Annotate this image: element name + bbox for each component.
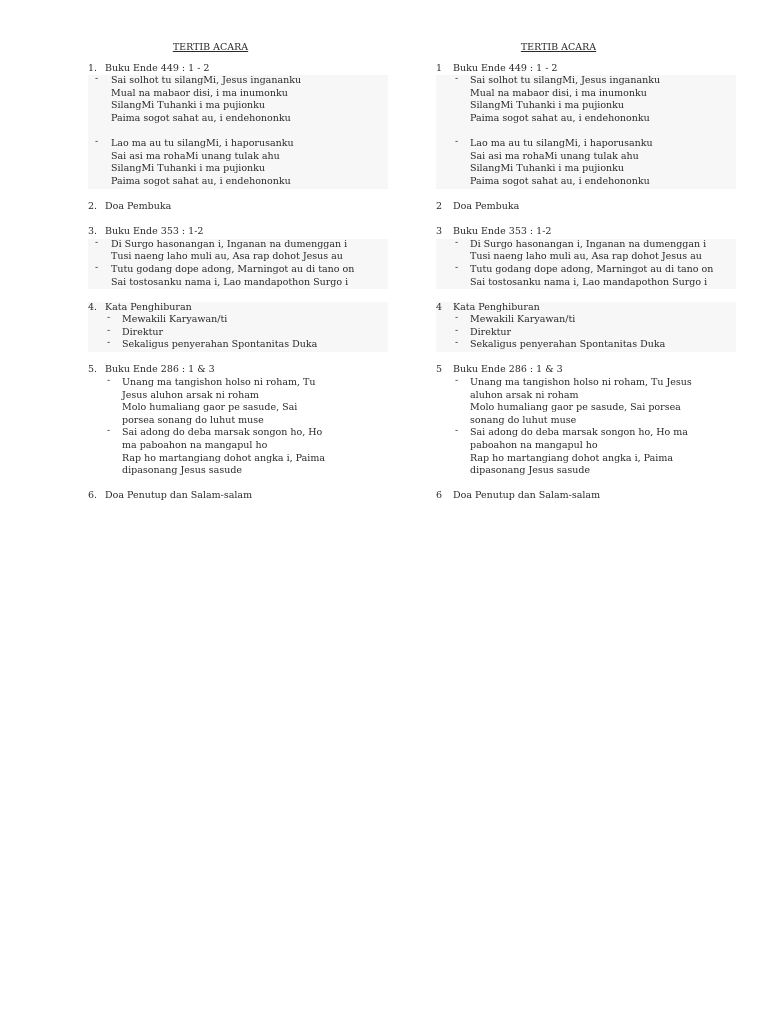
bullet-dash: - [107,375,111,387]
bullet-dash: - [107,425,111,437]
bullet-dash: - [455,312,459,324]
item-number: 4. [88,301,98,313]
item-number: 6 [436,490,443,502]
bullet-dash: - [107,324,111,336]
item-title: Buku Ende 449 : 1 - 2 [453,62,558,74]
program-item-2 [88,201,388,214]
verse-2: - Tutu godang dope adong, Marningot au di tano on Sai tostosanku nama i, Lao mandapothon Surgo i [95,261,355,288]
verse-2: - Lao ma au tu silangMi, i haporusanku Sai asi ma rohaMi unang tulak ahu SilangMi Tuhanki i ma pujionku Paima sogot sahat au, i endehononku [455,136,653,187]
item-title: Kata Penghiburan [105,301,192,313]
verse-2: - Sai adong do deba marsak songon ho, Ho ma paboahon na mangapul ho Rap ho martangiang dohot angka i, Paima dipasonang Jesus sasude [455,425,688,477]
item-title: Buku Ende 286 : 1 & 3 [453,364,563,376]
item-number: 4 [436,301,443,313]
program-column-right [436,42,736,515]
verse-1: - Sai solhot tu silangMi, Jesus ingananku Mual na mabaor disi, i ma inumonku SilangMi Tuhanki i ma pujionku Paima sogot sahat au, i endehononku [95,73,302,124]
verse-1: - Unang ma tangishon holso ni roham, Tu Jesus aluhon arsak ni roham Molo humaliang gaor pe sasude, Sai porsea sonang do luhut muse [455,375,692,426]
sub-item: - Sekaligus penyerahan Spontanitas Duka [107,337,318,351]
page-title: TERTIB ACARA [520,42,597,53]
program-item-6 [436,490,736,503]
verse-block [88,75,388,188]
sub-item: - Mewakili Karyawan/ti [455,312,576,326]
bullet-dash: - [455,425,459,437]
page-title: TERTIB ACARA [172,42,249,53]
program-item-5 [88,364,388,477]
item-title: Buku Ende 449 : 1 - 2 [105,62,210,74]
bullet-dash: - [455,375,459,387]
sub-item: - Sekaligus penyerahan Spontanitas Duka [455,337,666,351]
item-number: 1 [436,62,443,74]
bullet-dash: - [455,73,459,85]
verse-block [88,236,388,289]
bullet-dash: - [455,324,459,336]
program-item-2 [436,201,736,214]
sub-item: - Mewakili Karyawan/ti [107,312,228,326]
program-item-6 [88,490,388,503]
item-number: 3 [436,226,443,238]
item-number: 5. [88,364,98,376]
verse-block [436,75,736,188]
program-item-4 [436,302,736,352]
item-title: Buku Ende 353 : 1-2 [453,226,552,238]
bullet-dash: - [455,261,459,273]
bullet-dash: - [95,136,99,148]
program-item-1 [436,63,736,189]
program-item-4 [88,302,388,352]
verse-block [436,236,736,289]
item-title: Doa Pembuka [453,201,520,213]
verse-1: - Unang ma tangishon holso ni roham, Tu Jesus aluhon arsak ni roham Molo humaliang gaor pe sasude, Sai porsea sonang do luhut muse [107,375,316,426]
verse-2: - Tutu godang dope adong, Marningot au di tano on Sai tostosanku nama i, Lao mandapothon Surgo i [455,261,714,288]
item-title: Doa Penutup dan Salam-salam [453,490,601,502]
verse-1: - Sai solhot tu silangMi, Jesus ingananku Mual na mabaor disi, i ma inumonku SilangMi Tuhanki i ma pujionku Paima sogot sahat au, i endehononku [455,73,661,124]
item-title: Kata Penghiburan [453,301,540,313]
item-title: Doa Penutup dan Salam-salam [105,490,253,502]
verse-2: - Sai adong do deba marsak songon ho, Ho ma paboahon na mangapul ho Rap ho martangiang dohot angka i, Paima dipasonang Jesus sasude [107,425,326,477]
item-number: 2. [88,201,98,213]
item-number: 5 [436,364,443,376]
item-number: 6. [88,490,98,502]
item-title: Doa Pembuka [105,201,172,213]
program-item-5 [436,364,736,477]
program-item-3 [88,226,388,289]
sub-item: - Direktur [107,324,164,338]
verse-1: - Di Surgo hasonangan i, Inganan na dumenggan i Tusi naeng laho muli au, Asa rap dohot Jesus au [95,236,348,263]
verse-1: - Di Surgo hasonangan i, Inganan na dumenggan i Tusi naeng laho muli au, Asa rap dohot Jesus au [455,236,707,263]
bullet-dash: - [455,136,459,148]
bullet-dash: - [455,337,459,349]
item-title: Buku Ende 286 : 1 & 3 [105,364,215,376]
item-number: 2 [436,201,443,213]
bullet-dash: - [95,236,99,248]
verse-2: - Lao ma au tu silangMi, i haporusanku Sai asi ma rohaMi unang tulak ahu SilangMi Tuhanki i ma pujionku Paima sogot sahat au, i endehononku [95,136,294,187]
sub-item: - Direktur [455,324,512,338]
bullet-dash: - [95,73,99,85]
program-column-left [88,42,388,515]
item-number: 3. [88,226,98,238]
bullet-dash: - [107,337,111,349]
program-item-1 [88,63,388,189]
bullet-dash: - [95,261,99,273]
bullet-dash: - [107,312,111,324]
item-number: 1. [88,62,98,74]
item-title: Buku Ende 353 : 1-2 [105,226,204,238]
program-item-3 [436,226,736,289]
bullet-dash: - [455,236,459,248]
